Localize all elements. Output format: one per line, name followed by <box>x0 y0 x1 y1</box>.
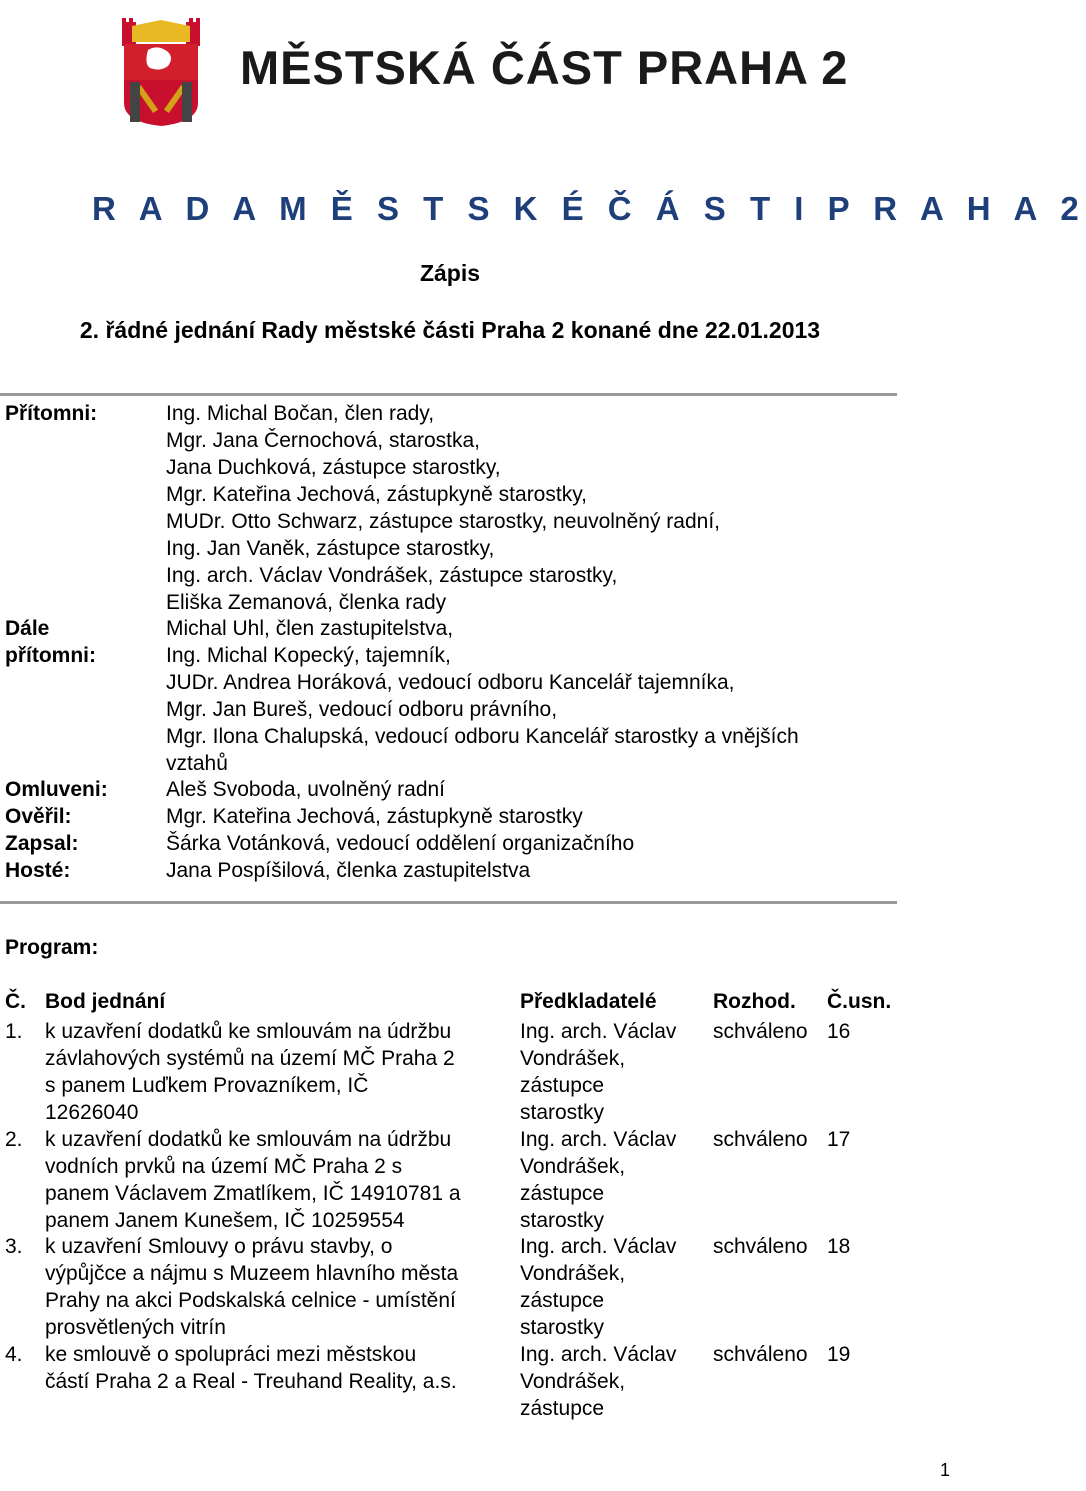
attendee-line: Ing. Michal Kopecký, tajemník, <box>166 644 451 667</box>
attendee-line: Mgr. Jana Černochová, starostka, <box>166 429 480 452</box>
brand-wordmark: MĚSTSKÁ ČÁST PRAHA 2 <box>240 41 849 94</box>
row-topic: k uzavření Smlouvy o právu stavby, o výpůjčce a nájmu s Muzeem hlavního města Prahy na akci Podskalská celnice - umístění prosvětlených vitrín <box>45 1235 459 1339</box>
attendee-line: JUDr. Andrea Horáková, vedoucí odboru Kancelář tajemníka, <box>166 671 735 694</box>
row-presenter: Ing. arch. Václav Vondrášek, zástupce starostky <box>520 1020 677 1124</box>
attendee-line: Mgr. Kateřina Jechová, zástupkyně starostky, <box>166 483 587 506</box>
meeting-subtitle: 2. řádné jednání Rady městské části Praha 2 konané dne 22.01.2013 <box>79 317 821 343</box>
attendee-line: Mgr. Jan Bureš, vedoucí odboru právního, <box>166 698 558 721</box>
attendee-line: Ing. arch. Václav Vondrášek, zástupce starostky, <box>166 564 618 587</box>
row-decision: schváleno <box>713 1235 808 1258</box>
coat-of-arms-logo <box>120 18 202 128</box>
col-header-number: Č. <box>5 990 26 1013</box>
council-title: R A D A M Ě S T S K É Č Á S T I P R A H A 2 <box>92 190 1086 227</box>
row-resolution: 18 <box>827 1235 851 1258</box>
divider-top <box>0 393 897 396</box>
row-number: 1. <box>5 1020 23 1043</box>
attendee-line: Ing. Jan Vaněk, zástupce starostky, <box>166 537 495 560</box>
row-decision: schváleno <box>713 1020 808 1043</box>
row-resolution: 19 <box>827 1343 851 1366</box>
attendee-line: Eliška Zemanová, členka rady <box>166 591 447 614</box>
label-recorded: Zapsal: <box>5 832 79 855</box>
attendee-line: Michal Uhl, člen zastupitelstva, <box>166 617 454 640</box>
attendee-line: Šárka Votánková, vedoucí oddělení organizačního <box>166 832 635 855</box>
row-resolution: 17 <box>827 1128 851 1151</box>
label-excused: Omluveni: <box>5 778 108 801</box>
attendee-line: Jana Pospíšilová, členka zastupitelstva <box>166 859 531 882</box>
row-decision: schváleno <box>713 1343 808 1366</box>
divider-bottom <box>0 901 897 904</box>
row-topic: ke smlouvě o spolupráci mezi městskou částí Praha 2 a Real - Treuhand Reality, a.s. <box>45 1343 457 1393</box>
attendee-line: Jana Duchková, zástupce starostky, <box>166 456 501 479</box>
row-topic: k uzavření dodatků ke smlouvám na údržbu závlahových systémů na území MČ Praha 2 s panem Luďkem Provazníkem, IČ 12626040 <box>45 1020 455 1124</box>
label-also: Dále <box>5 617 50 640</box>
col-header-topic: Bod jednání <box>45 990 166 1013</box>
row-presenter: Ing. arch. Václav Vondrášek, zástupce starostky <box>520 1235 677 1339</box>
page-number: 1 <box>939 1460 950 1480</box>
document-type: Zápis <box>419 260 481 286</box>
row-resolution: 16 <box>827 1020 851 1043</box>
row-number: 2. <box>5 1128 23 1151</box>
attendee-line: vztahů <box>166 752 228 775</box>
row-number: 4. <box>5 1343 23 1366</box>
attendee-line: Mgr. Kateřina Jechová, zástupkyně starostky <box>166 805 583 828</box>
attendee-line: Ing. Michal Bočan, člen rady, <box>166 402 435 425</box>
row-topic: k uzavření dodatků ke smlouvám na údržbu vodních prvků na území MČ Praha 2 s panem Václavem Zmatlíkem, IČ 14910781 a panem Janem Kunešem, IČ 10259554 <box>45 1128 461 1232</box>
row-number: 3. <box>5 1235 23 1258</box>
row-presenter: Ing. arch. Václav Vondrášek, zástupce starostky <box>520 1128 677 1232</box>
row-presenter: Ing. arch. Václav Vondrášek, zástupce <box>520 1343 677 1420</box>
col-header-decision: Rozhod. <box>713 990 796 1013</box>
row-decision: schváleno <box>713 1128 808 1151</box>
label-also-present: přítomni: <box>5 644 96 667</box>
attendee-line: Mgr. Ilona Chalupská, vedoucí odboru Kancelář starostky a vnějších <box>166 725 799 748</box>
attendee-line: Aleš Svoboda, uvolněný radní <box>166 778 446 801</box>
attendee-line: MUDr. Otto Schwarz, zástupce starostky, neuvolněný radní, <box>166 510 721 533</box>
label-guests: Hosté: <box>5 859 71 882</box>
program-heading: Program: <box>5 936 99 959</box>
col-header-resolution: Č.usn. <box>827 990 892 1013</box>
label-verified: Ověřil: <box>5 805 72 828</box>
col-header-presenter: Předkladatelé <box>520 990 657 1013</box>
label-present: Přítomni: <box>5 402 98 425</box>
